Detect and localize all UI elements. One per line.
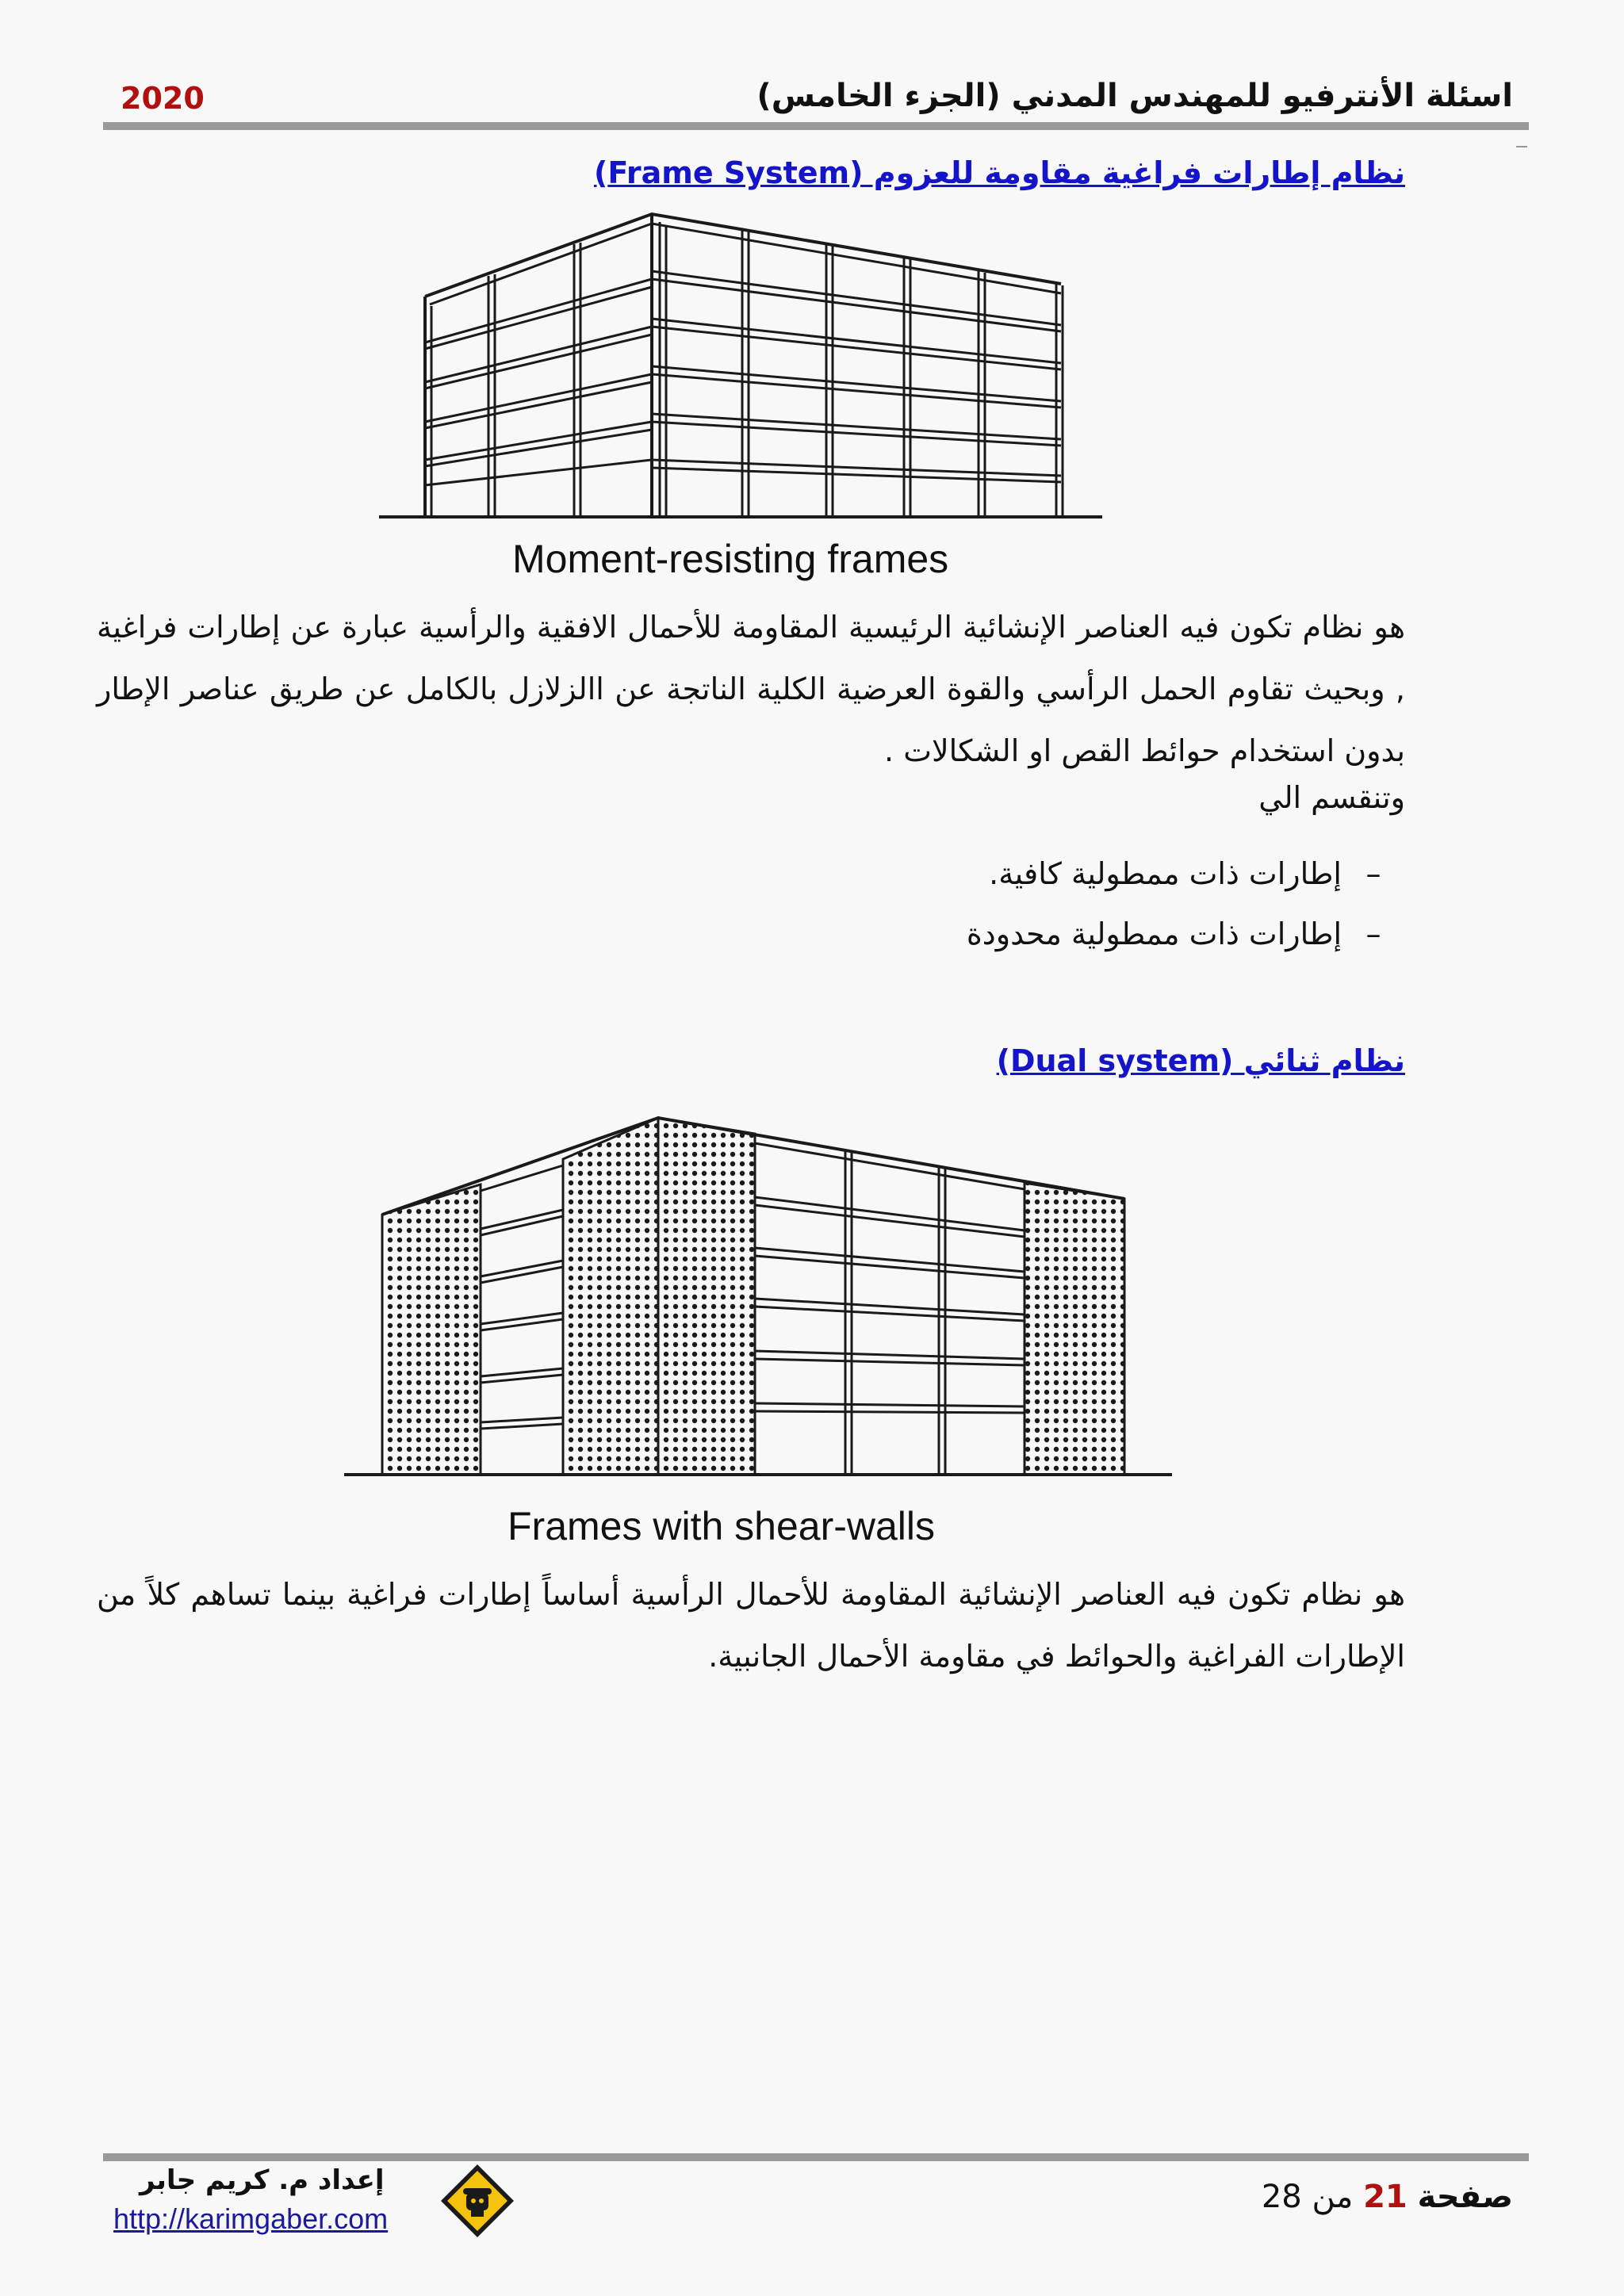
page-number-indicator: [1262, 2179, 1513, 2215]
header-year: 2020: [121, 81, 205, 116]
page-label: صفحة: [1417, 2179, 1513, 2215]
shear-walls-caption: Frames with shear-walls: [508, 1504, 936, 1548]
header-rule: [103, 122, 1529, 130]
footer-website-link[interactable]: http://karimgaber.com: [113, 2202, 389, 2235]
dual-system-heading: نظام ثنائي (Dual system): [996, 1043, 1405, 1078]
divides-label: وتنقسم الي: [1258, 780, 1405, 815]
header-title: اسئلة الأنترفيو للمهندس المدني (الجزء الخامس): [756, 78, 1513, 114]
frame-system-heading: نظام إطارات فراغية مقاومة للعزوم (Frame System): [593, 155, 1405, 190]
engineer-warning-sign-icon: [438, 2161, 517, 2241]
frame-system-paragraph: هو نظام تكون فيه العناصر الإنشائية الرئيسية المقاومة للأحمال الافقية والرأسية عبارة عن إطارات فراغية , وبحيث تقاوم الحمل الرأسي والقوة العرضية الكلية الناتجة عن االزلازل بالكامل عن طريق عناصر الإطار بدون استخدام حوائط القص او الشكالات .: [97, 610, 1405, 768]
header-tick: [1516, 146, 1527, 147]
list-item: –إطارات ذات ممطولية كافية.: [989, 856, 1381, 891]
shear-walls-figure: [338, 1102, 1186, 1490]
footer-author: إعداد م. كريم جابر: [140, 2164, 385, 2196]
page-number: 21: [1363, 2179, 1408, 2215]
footer-rule: [103, 2153, 1529, 2161]
dual-system-paragraph: هو نظام تكون فيه العناصر الإنشائية المقاومة للأحمال الرأسية أساساً إطارات فراغية بينما تساهم كلاً من الإطارات الفراغية والحوائط في مقاومة الأحمال الجانبية.: [97, 1577, 1405, 1674]
total-pages: 28: [1261, 2179, 1302, 2215]
moment-frames-caption: Moment-resisting frames: [512, 537, 949, 581]
list-item: –إطارات ذات ممطولية محدودة: [966, 916, 1381, 951]
of-label: من: [1312, 2179, 1354, 2215]
